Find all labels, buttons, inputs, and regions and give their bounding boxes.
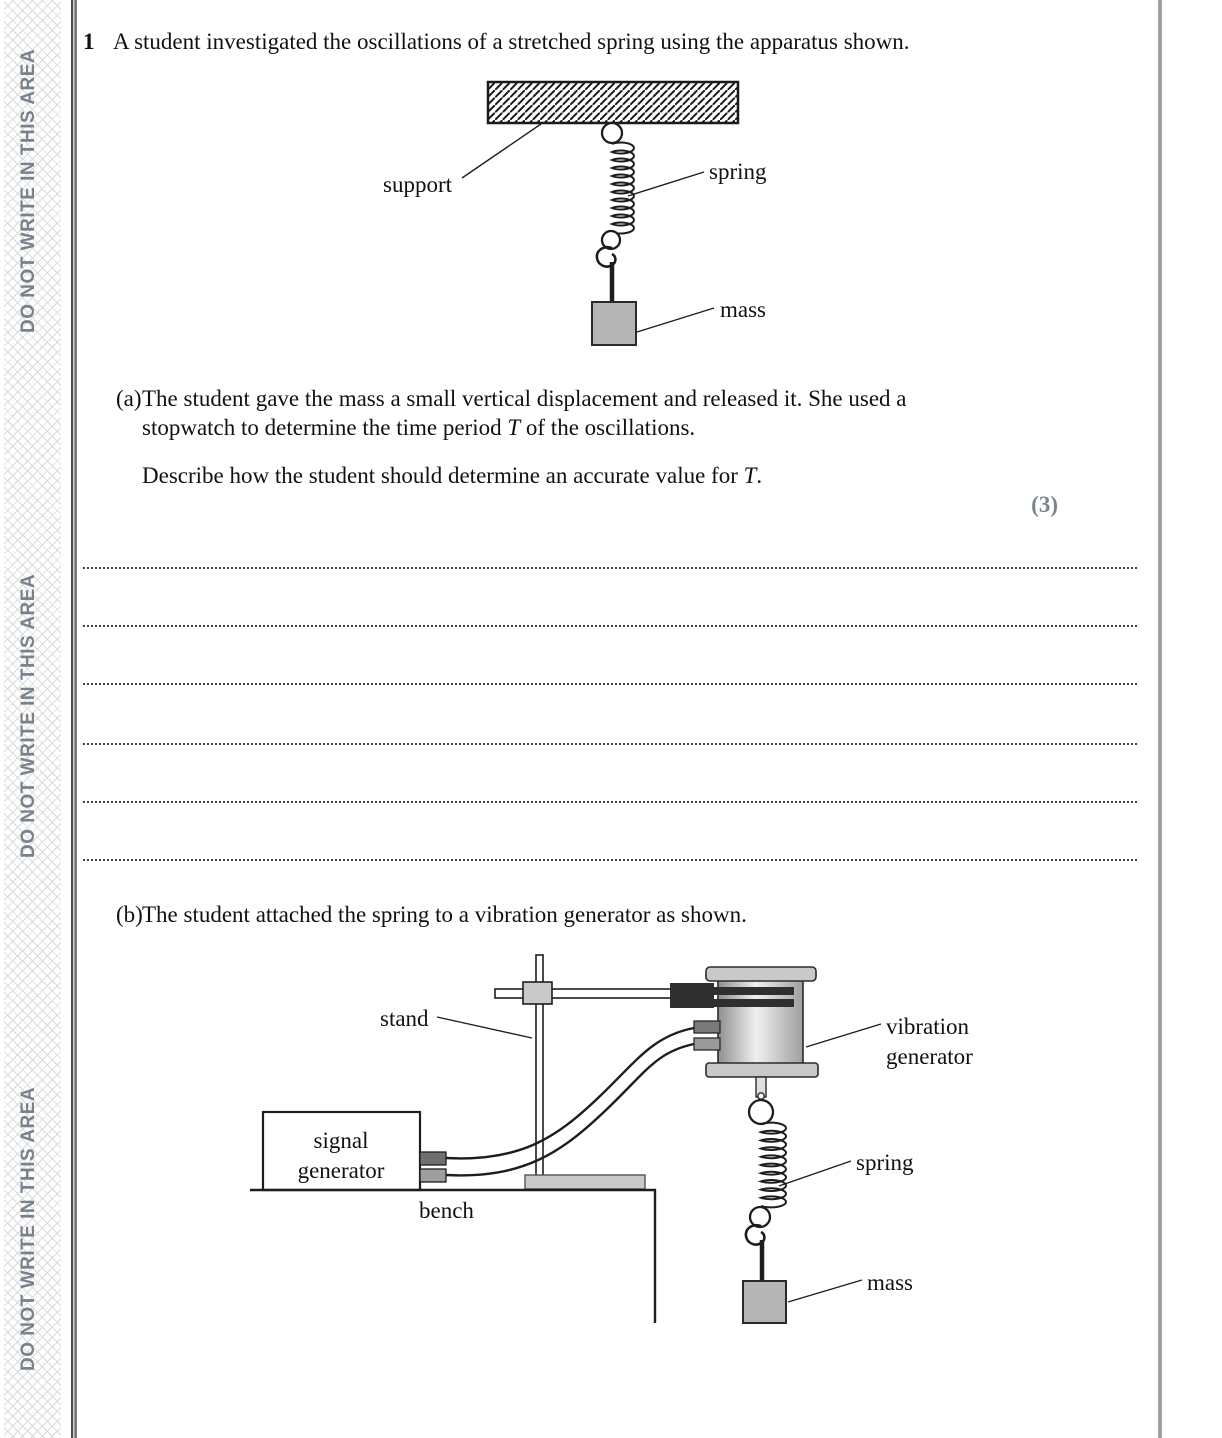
spring2-pointer-line: [779, 1161, 851, 1186]
answer-line-6: [83, 859, 1137, 861]
question-number: 1: [83, 29, 95, 54]
part-a-line2-pre: stopwatch to determine the time period: [142, 415, 508, 440]
mass-block: [592, 302, 636, 345]
answer-line-1: [83, 567, 1137, 569]
spring2-coil: [761, 1123, 786, 1208]
generator-top-flange: [706, 967, 816, 981]
clamp-jaw-bottom: [712, 999, 794, 1007]
drive-rod-hole: [758, 1093, 764, 1099]
support-pointer-line: [462, 124, 541, 178]
part-a-label: (a): [116, 386, 142, 411]
part-a-prompt-var: T: [743, 463, 757, 488]
stand-arm: [495, 989, 673, 998]
stand-pointer-line: [437, 1017, 532, 1038]
vibration-generator-label-line1: vibration: [886, 1014, 970, 1039]
spring-label: spring: [709, 159, 767, 184]
cable-bottom: [446, 1044, 694, 1175]
part-b-text: The student attached the spring to a vibration generator as shown.: [142, 902, 747, 927]
signal-generator-label-line2: generator: [297, 1158, 385, 1183]
part-a-marks: (3): [1031, 492, 1058, 517]
bench-label: bench: [419, 1198, 474, 1223]
part-a-prompt: [142, 463, 762, 489]
clamp-jaw-top: [712, 987, 794, 995]
cable-top: [446, 1028, 694, 1158]
spring-pointer-line: [628, 172, 704, 196]
part-a-line1: The student gave the mass a small vertical displacement and released it. She used a: [142, 386, 907, 411]
mass2-label: mass: [867, 1270, 913, 1295]
part-a-prompt-pre: Describe how the student should determine an accurate value for: [142, 463, 744, 488]
part-a-line2: [142, 415, 695, 441]
stand-base: [525, 1175, 645, 1189]
spring-top-ring: [602, 123, 622, 143]
clamp-block: [670, 983, 714, 1008]
signal-terminal-bottom: [420, 1169, 446, 1182]
right-page-rule: [1158, 0, 1162, 1438]
part-b-label: (b): [116, 902, 143, 927]
generator-terminal-top: [694, 1021, 720, 1033]
margin-warning-bottom: DO NOT WRITE IN THIS AREA: [18, 1086, 39, 1372]
answer-line-5: [83, 801, 1137, 803]
part-a-prompt-post: .: [756, 463, 763, 488]
answer-line-4: [83, 743, 1137, 745]
signal-terminal-top: [420, 1152, 446, 1165]
left-page-rule: [71, 0, 77, 1438]
mass2-block: [743, 1281, 786, 1323]
diagram-spring-support: [375, 75, 805, 355]
answer-line-3: [83, 683, 1137, 685]
support-beam: [488, 82, 738, 123]
question-intro: A student investigated the oscillations of a stretched spring using the apparatus shown.: [113, 29, 910, 54]
diagram-vibration-generator: [240, 950, 1000, 1335]
margin-warning-top: DO NOT WRITE IN THIS AREA: [18, 48, 39, 334]
stand-boss: [523, 982, 552, 1004]
spring-coil: [612, 143, 634, 234]
support-label: support: [383, 172, 452, 197]
stand-label: stand: [380, 1006, 429, 1031]
part-a-line2-var: T: [507, 415, 521, 440]
mass2-pointer-line: [788, 1280, 862, 1302]
spring2-bottom-ring: [750, 1207, 770, 1227]
spring2-label: spring: [856, 1150, 914, 1175]
margin-warning-middle: DO NOT WRITE IN THIS AREA: [18, 573, 39, 859]
spring2-top-ring: [749, 1100, 773, 1124]
signal-generator-label-line1: signal: [313, 1128, 369, 1153]
vibration-generator-label-line2: generator: [886, 1044, 973, 1069]
answer-line-2: [83, 625, 1137, 627]
mass-pointer-line: [637, 308, 714, 332]
generator-terminal-bottom: [694, 1038, 720, 1050]
mass-label: mass: [720, 297, 766, 322]
part-a-line2-post: of the oscillations.: [520, 415, 696, 440]
vibration-pointer-line: [806, 1024, 881, 1047]
generator-bottom-flange: [706, 1063, 818, 1077]
